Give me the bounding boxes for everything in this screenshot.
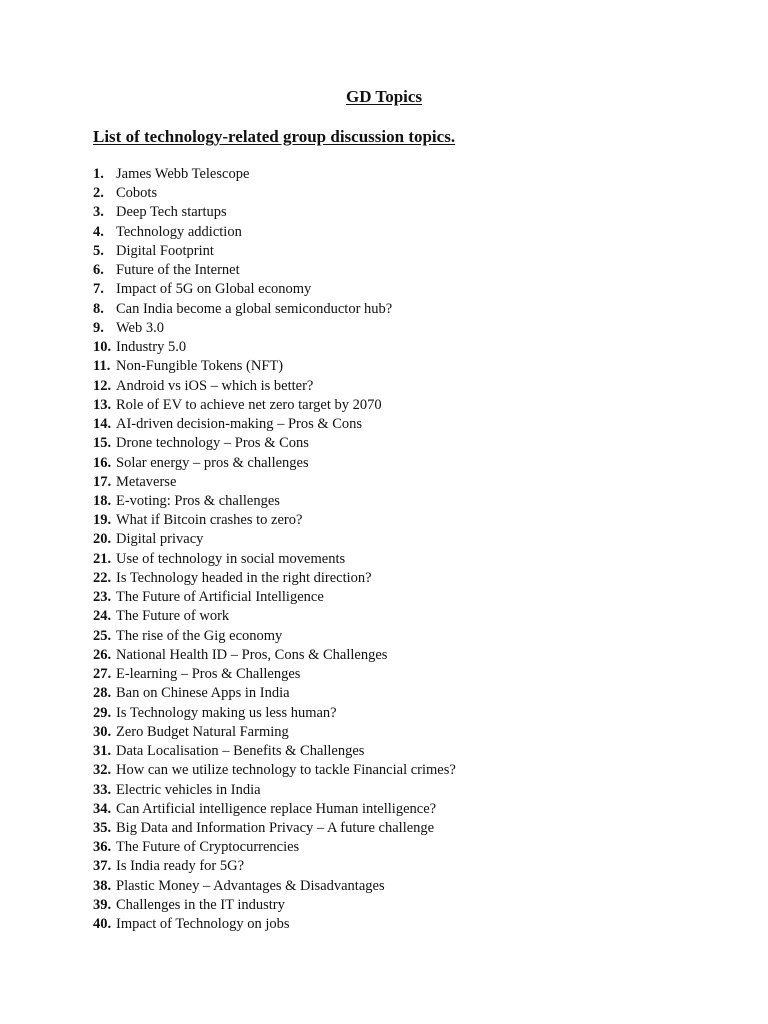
list-item-number: 12. [93, 377, 112, 394]
list-item-text: AI-driven decision-making – Pros & Cons [116, 416, 363, 433]
list-item-text: Impact of 5G on Global economy [116, 281, 312, 298]
list-item-number: 18. [93, 492, 112, 509]
list-item-number: 7. [93, 281, 104, 298]
list-item-text: Is Technology making us less human? [116, 704, 337, 721]
list-item-text: Android vs iOS – which is better? [116, 377, 314, 394]
list-item-text: Metaverse [116, 473, 177, 490]
page-title: GD Topics [345, 87, 423, 106]
list-item-number: 4. [93, 223, 104, 240]
list-item-text: Big Data and Information Privacy – A future challenge [116, 819, 435, 836]
list-item-text: Plastic Money – Advantages & Disadvantages [116, 877, 385, 894]
list-item-text: What if Bitcoin crashes to zero? [116, 512, 303, 529]
list-item-text: Deep Tech startups [116, 204, 227, 221]
list-item-text: Drone technology – Pros & Cons [116, 435, 309, 452]
list-item-number: 22. [93, 569, 112, 586]
list-item-number: 19. [93, 512, 112, 529]
list-item-number: 35. [93, 819, 112, 836]
list-item-number: 15. [93, 435, 112, 452]
list-item-text: Digital privacy [116, 531, 204, 548]
list-item-text: Web 3.0 [116, 319, 164, 336]
list-item-number: 8. [93, 300, 104, 317]
list-item-number: 3. [93, 204, 104, 221]
list-item-number: 1. [93, 166, 104, 182]
page-subtitle: List of technology-related group discussion topics. [93, 127, 456, 146]
list-item-text: James Webb Telescope [116, 166, 250, 182]
list-item-text: The rise of the Gig economy [116, 627, 283, 644]
list-item-number: 25. [93, 627, 112, 644]
list-item-number: 33. [93, 781, 112, 798]
list-item-text: How can we utilize technology to tackle Financial crimes? [116, 762, 456, 779]
list-item-number: 13. [93, 396, 112, 413]
list-item-text: E-learning – Pros & Challenges [116, 666, 301, 683]
list-item-text: The Future of Artificial Intelligence [116, 589, 324, 606]
list-item-text: Zero Budget Natural Farming [116, 723, 289, 740]
list-item-number: 31. [93, 743, 112, 760]
list-item-number: 36. [93, 839, 112, 856]
list-item-number: 27. [93, 666, 112, 683]
list-item-number: 16. [93, 454, 112, 471]
list-item-text: Can Artificial intelligence replace Human intelligence? [116, 800, 437, 817]
list-item-text: Solar energy – pros & challenges [116, 454, 309, 471]
list-item-number: 30. [93, 723, 112, 740]
list-item-text: Can India become a global semiconductor hub? [116, 300, 393, 317]
list-item-text: Cobots [116, 185, 158, 202]
list-item-text: Role of EV to achieve net zero target by 2070 [116, 396, 382, 413]
list-item-text: E-voting: Pros & challenges [116, 492, 280, 509]
list-item-number: 29. [93, 704, 112, 721]
list-item-text: Challenges in the IT industry [116, 896, 285, 913]
list-item-text: Technology addiction [116, 223, 242, 240]
list-item-text: The Future of work [116, 608, 230, 625]
list-item-text: The Future of Cryptocurrencies [116, 839, 300, 856]
list-item-text: Is Technology headed in the right direction? [116, 569, 372, 586]
list-item-text: Is India ready for 5G? [116, 858, 245, 875]
list-item-number: 24. [93, 608, 112, 625]
list-item-number: 34. [93, 800, 112, 817]
list-item-number: 37. [93, 858, 112, 875]
list-item-number: 39. [93, 896, 112, 913]
list-item-number: 9. [93, 319, 104, 336]
list-item-number: 20. [93, 531, 112, 548]
list-item-text: Electric vehicles in India [116, 781, 261, 798]
list-item-text: Impact of Technology on jobs [116, 916, 290, 933]
list-item-text: Non-Fungible Tokens (NFT) [116, 358, 284, 375]
list-item-number: 6. [93, 262, 104, 279]
list-item-number: 26. [93, 646, 112, 663]
list-item-number: 5. [93, 242, 104, 259]
list-item-number: 28. [93, 685, 112, 702]
list-item-text: Digital Footprint [116, 242, 214, 259]
list-item-number: 17. [93, 473, 112, 490]
list-item-number: 40. [93, 916, 112, 933]
list-item-number: 14. [93, 416, 112, 433]
list-item-number: 38. [93, 877, 112, 894]
list-item-text: National Health ID – Pros, Cons & Challenges [116, 646, 388, 663]
list-item-number: 2. [93, 185, 104, 202]
list-item-text: Industry 5.0 [116, 339, 187, 356]
list-item-number: 32. [93, 762, 112, 779]
list-item-text: Future of the Internet [116, 262, 240, 279]
list-item-number: 10. [93, 339, 112, 356]
list-item-text: Ban on Chinese Apps in India [116, 685, 290, 702]
list-item-text: Data Localisation – Benefits & Challenges [116, 743, 365, 760]
list-item-number: 23. [93, 589, 112, 606]
list-item-text: Use of technology in social movements [116, 550, 346, 567]
list-item-number: 21. [93, 550, 112, 567]
list-item-number: 11. [93, 358, 111, 375]
